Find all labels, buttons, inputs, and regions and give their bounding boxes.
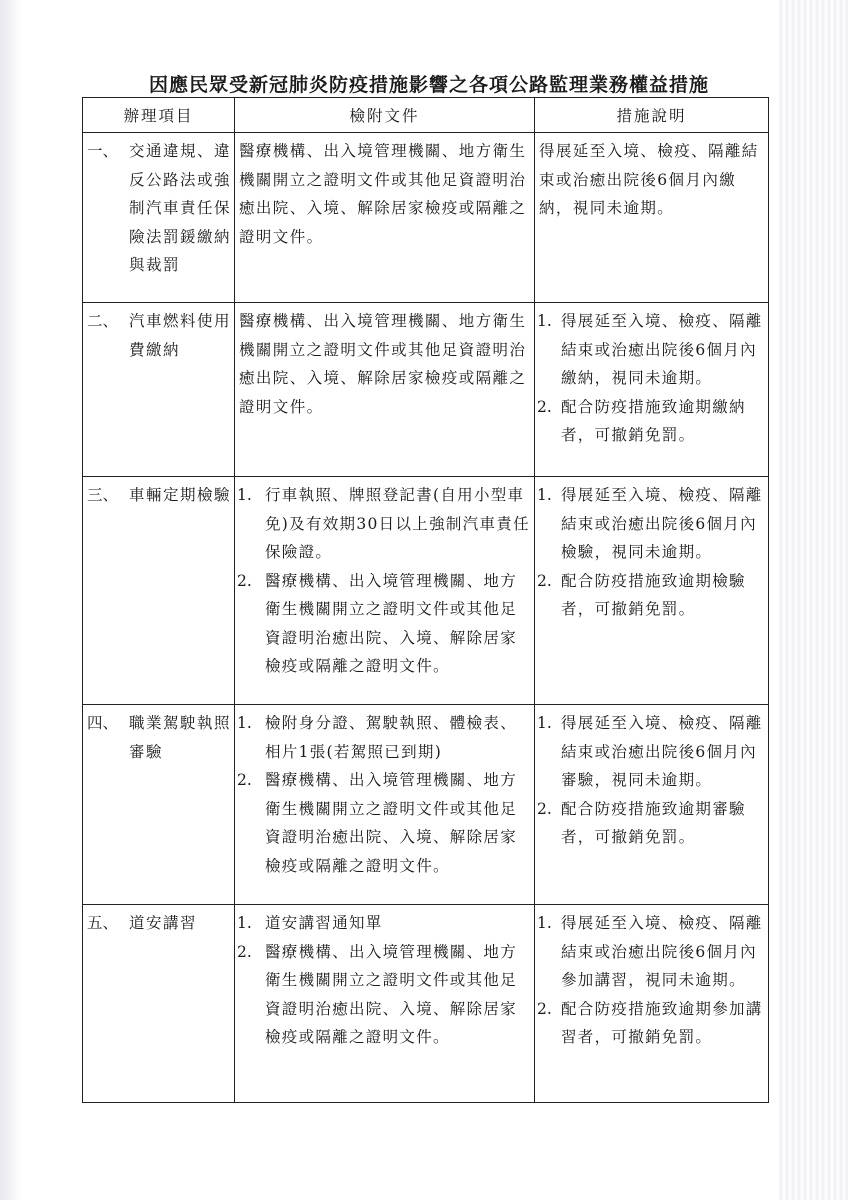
list-item-text: 配合防疫措施致逾期參加講習者，可撤銷免罰。: [561, 999, 763, 1046]
list-item-number: 1.: [237, 914, 252, 932]
list-item: [537, 307, 764, 393]
list-item-text: 配合防疫措施致逾期檢驗者，可撤銷免罰。: [561, 571, 746, 618]
table-header-row: [83, 98, 769, 133]
item-name: 職業駕駛執照審驗: [129, 714, 232, 761]
list-item-text: 醫療機構、出入境管理機關、地方衛生機關開立之證明文件或其他足資證明治癒出院、入境、解除居家檢疫或隔離之證明文件。: [265, 771, 518, 875]
list-item: [537, 909, 764, 995]
documents-text: 醫療機構、出入境管理機關、地方衛生機關開立之證明文件或其他足資證明治癒出院、入境、解除居家檢疫或隔離之證明文件。: [239, 142, 527, 246]
item-number: 四、: [87, 714, 119, 732]
list-item: [537, 393, 764, 450]
item-name: 汽車燃料使用費繳納: [129, 312, 232, 359]
list-item: [537, 481, 764, 567]
list-item-number: 2.: [237, 571, 252, 590]
list-item-text: 道安講習通知單: [265, 914, 383, 932]
item-cell: [83, 905, 235, 1103]
list-item-text: 行車執照、牌照登記書(自用小型車免)及有效期30日以上強制汽車責任保險證。: [265, 486, 530, 561]
header-measures: 措施說明: [535, 98, 769, 133]
item-number: 五、: [87, 914, 119, 932]
measures-table: [82, 97, 769, 1103]
documents-cell: [235, 303, 535, 477]
list-item-text: 檢附身分證、駕駛執照、體檢表、相片1張(若駕照已到期): [265, 714, 518, 761]
documents-cell: [235, 477, 535, 705]
documents-cell: [235, 133, 535, 303]
measures-list: [535, 477, 768, 624]
item-cell: [83, 477, 235, 705]
list-item-number: 2.: [537, 999, 552, 1018]
item-number: 三、: [87, 486, 119, 504]
list-item: [237, 909, 530, 938]
measures-list: [535, 705, 768, 852]
measures-text: 得展延至入境、檢疫、隔離結束或治癒出院後6個月內繳納，視同未逾期。: [539, 142, 759, 217]
list-item-number: 1.: [237, 486, 252, 504]
list-item-number: 1.: [537, 486, 552, 504]
item-cell: [83, 303, 235, 477]
measures-cell: [535, 705, 769, 905]
list-item: [537, 709, 764, 795]
list-item-text: 醫療機構、出入境管理機關、地方衛生機關開立之證明文件或其他足資證明治癒出院、入境、解除居家檢疫或隔離之證明文件。: [265, 942, 518, 1046]
list-item-number: 2.: [537, 799, 552, 818]
list-item: [237, 766, 530, 880]
item-name: 車輛定期檢驗: [129, 486, 232, 504]
scan-edge-left: [0, 0, 22, 1200]
list-item: [537, 567, 764, 624]
item-cell: [83, 705, 235, 905]
documents-list: [235, 905, 534, 1052]
list-item-number: 2.: [537, 397, 552, 416]
list-item-text: 配合防疫措施致逾期繳納者，可撤銷免罰。: [561, 397, 746, 444]
documents-text: 醫療機構、出入境管理機關、地方衛生機關開立之證明文件或其他足資證明治癒出院、入境、解除居家檢疫或隔離之證明文件。: [239, 312, 527, 416]
documents-list: [235, 705, 534, 880]
header-item: 辦理項目: [83, 98, 235, 133]
list-item-text: 得展延至入境、檢疫、隔離結束或治癒出院後6個月內繳納，視同未逾期。: [561, 312, 763, 387]
list-item: [237, 567, 530, 681]
measures-list: [535, 905, 768, 1052]
item-number: 一、: [87, 142, 119, 160]
list-item-text: 得展延至入境、檢疫、隔離結束或治癒出院後6個月內審驗，視同未逾期。: [561, 714, 763, 789]
list-item: [537, 795, 764, 852]
document-title: 因應民眾受新冠肺炎防疫措施影響之各項公路監理業務權益措施: [148, 74, 709, 96]
list-item-text: 配合防疫措施致逾期審驗者，可撤銷免罰。: [561, 799, 746, 846]
table-row: [83, 477, 769, 705]
table-row: [83, 133, 769, 303]
list-item-number: 2.: [237, 771, 252, 789]
documents-cell: [235, 705, 535, 905]
list-item-number: 2.: [537, 571, 552, 590]
list-item: [237, 938, 530, 1052]
documents-cell: [235, 905, 535, 1103]
measures-list: [535, 303, 768, 450]
list-item-text: 醫療機構、出入境管理機關、地方衛生機關開立之證明文件或其他足資證明治癒出院、入境、解除居家檢疫或隔離之證明文件。: [265, 571, 518, 675]
measures-cell: [535, 303, 769, 477]
header-documents: 檢附文件: [235, 98, 535, 133]
item-cell: [83, 133, 235, 303]
list-item-number: 2.: [237, 942, 252, 961]
list-item-text: 得展延至入境、檢疫、隔離結束或治癒出院後6個月內檢驗，視同未逾期。: [561, 486, 763, 561]
list-item-number: 1.: [537, 714, 552, 732]
list-item-text: 得展延至入境、檢疫、隔離結束或治癒出院後6個月內參加講習，視同未逾期。: [561, 914, 763, 989]
item-number: 二、: [87, 312, 119, 330]
list-item: [237, 709, 530, 766]
table-row: [83, 303, 769, 477]
list-item: [237, 481, 530, 567]
item-name: 道安講習: [129, 914, 198, 932]
scan-edge-right: [778, 0, 848, 1200]
measures-cell: [535, 477, 769, 705]
measures-cell: [535, 905, 769, 1103]
list-item-number: 1.: [537, 312, 552, 330]
list-item-number: 1.: [537, 914, 552, 932]
list-item-number: 1.: [237, 714, 252, 732]
item-name: 交通違規、違反公路法或強制汽車責任保險法罰鍰繳納與裁罰: [129, 142, 232, 274]
list-item: [537, 995, 764, 1052]
table-row: [83, 905, 769, 1103]
measures-cell: [535, 133, 769, 303]
documents-list: [235, 477, 534, 681]
table-row: [83, 705, 769, 905]
